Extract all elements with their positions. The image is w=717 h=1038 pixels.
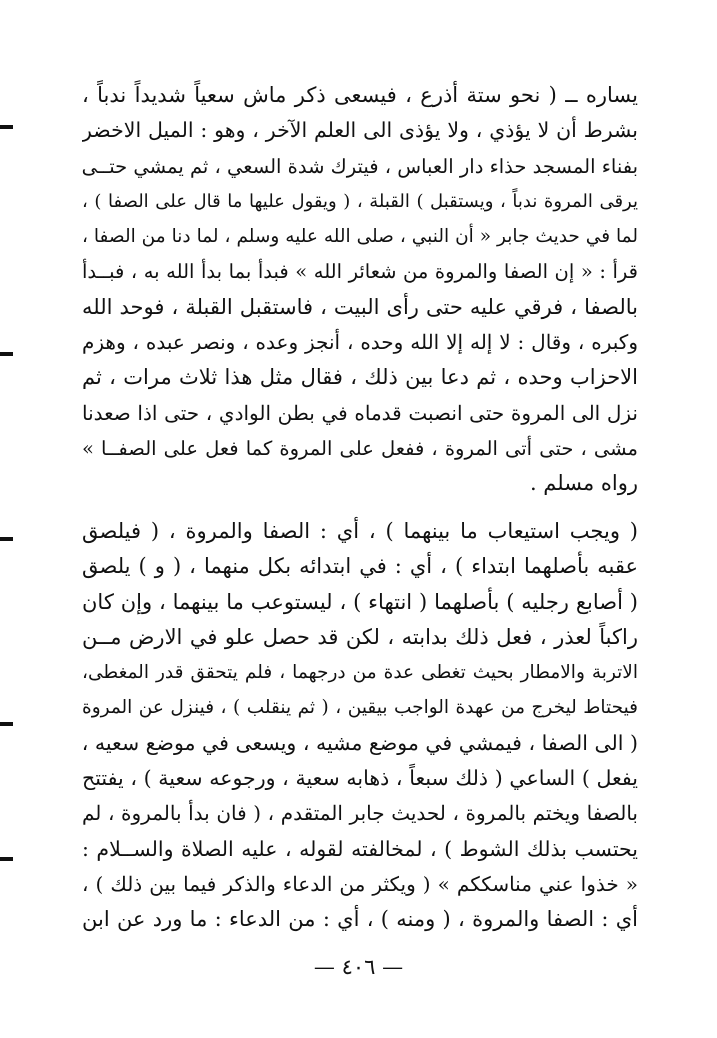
text-line: وكبره ، وقال : لا إله إلا الله وحده ، أنجز وعده ، ونصر عبده ، وهزم bbox=[82, 330, 638, 355]
text-line: عقبه بأصلهما ابتداء ) ، أي : في ابتدائه بكل منهما ، ( و ) يلصق bbox=[82, 554, 638, 579]
margin-mark bbox=[0, 857, 13, 861]
text-line: يفعل ) الساعي ( ذلك سبعاً ، ذهابه سعية ، ورجوعه سعية ) ، يفتتح bbox=[82, 766, 638, 791]
text-line: نزل الى المروة حتى انصبت قدماه في بطن الوادي ، حتى اذا صعدنا bbox=[82, 400, 638, 425]
text-line: راكباً لعذر ، فعل ذلك بدابته ، لكن قد حصل علو في الارض مــن bbox=[82, 624, 638, 649]
margin-mark bbox=[0, 125, 13, 129]
margin-mark bbox=[0, 722, 13, 726]
text-line: بالصفا ، فرقي عليه حتى رأى البيت ، فاستقبل القبلة ، فوحد الله bbox=[82, 294, 638, 319]
text-line: الاحزاب وحده ، ثم دعا بين ذلك ، فقال مثل هذا ثلاث مرات ، ثم bbox=[82, 365, 638, 390]
text-line: الاتربة والامطار بحيث تغطى عدة من درجهما ، فلم يتحقق قدر المغطى، bbox=[82, 662, 638, 684]
text-line: ( ويجب استيعاب ما بينهما ) ، أي : الصفا والمروة ، ( فيلصق bbox=[82, 519, 638, 543]
text-line: يرقى المروة ندباً ، ويستقبل ) القبلة ، ( ويقول عليها ما قال على الصفا ) ، bbox=[82, 190, 638, 212]
text-line: لما في حديث جابر « أن النبي ، صلى الله عليه وسلم ، لما دنا من الصفا ، bbox=[82, 226, 638, 248]
paragraph-2 bbox=[82, 514, 638, 938]
text-line: ( أصابع رجليه ) بأصلهما ( انتهاء ) ، ليستوعب ما بينهما ، وإن كان bbox=[82, 589, 638, 614]
margin-mark bbox=[0, 352, 13, 356]
paragraph-1 bbox=[82, 78, 638, 502]
text-line: بشرط أن لا يؤذي ، ولا يؤذى الى العلم الآخر ، وهو : الميل الاخضر bbox=[82, 118, 638, 143]
text-line: بالصفا ويختم بالمروة ، لحديث جابر المتقدم ، ( فان بدأ بالمروة ، لم bbox=[82, 801, 638, 826]
text-line: ( الى الصفا ، فيمشي في موضع مشيه ، ويسعى في موضع سعيه ، bbox=[82, 730, 638, 755]
text-line: رواه مسلم . bbox=[529, 471, 638, 496]
text-line: أي : الصفا والمروة ، ( ومنه ) ، أي : من الدعاء : ما ورد عن ابن bbox=[82, 907, 638, 932]
text-line: يحتسب بذلك الشوط ) ، لمخالفته لقوله ، عليه الصلاة والســلام : bbox=[82, 836, 638, 861]
text-line: « خذوا عني مناسككم » ( ويكثر من الدعاء والذكر فيما بين ذلك ) ، bbox=[82, 871, 638, 896]
margin-mark bbox=[0, 537, 13, 541]
text-line: قرأ : « إن الصفا والمروة من شعائر الله » فبدأ بما بدأ الله به ، فبــدأ bbox=[82, 260, 638, 284]
text-line: مشى ، حتى أتى المروة ، ففعل على المروة كما فعل على الصفــا » bbox=[82, 436, 638, 460]
text-line: فيحتاط ليخرج من عهدة الواجب بيقين ، ( ثم ينقلب ) ، فينزل عن المروة bbox=[82, 697, 638, 719]
text-line: يساره ــ ( نحو ستة أذرع ، فيسعى ذكر ماش سعياً شديداً ندباً ، bbox=[82, 83, 638, 107]
text-line: بفناء المسجد حذاء دار العباس ، فيترك شدة السعي ، ثم يمشي حتــى bbox=[82, 154, 638, 178]
page-number: — ٤٠٦ — bbox=[313, 955, 404, 979]
